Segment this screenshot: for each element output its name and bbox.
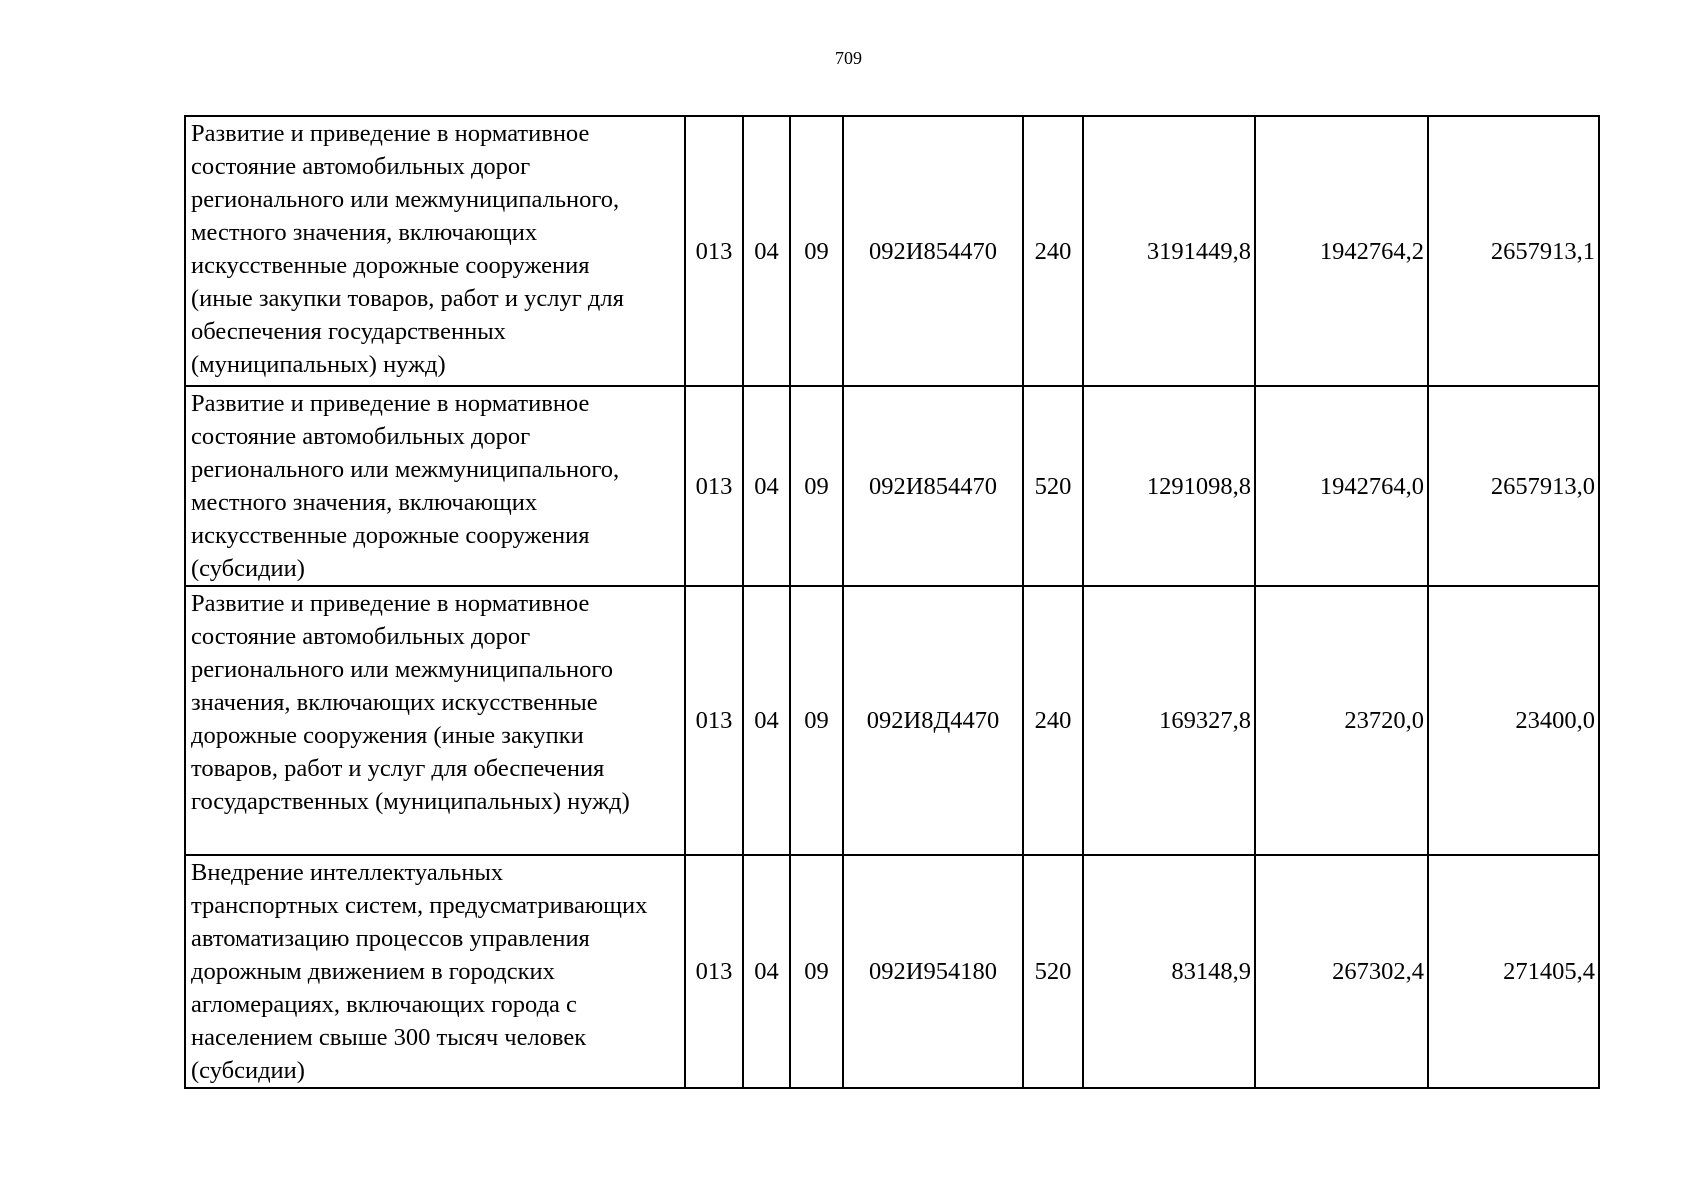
target-article-code: 092И954180 xyxy=(843,855,1023,1088)
target-article-code: 092И854470 xyxy=(843,116,1023,386)
ministry-code: 013 xyxy=(685,116,743,386)
row-description xyxy=(185,855,685,1088)
section-code: 04 xyxy=(743,586,790,855)
amount-1: 1291098,8 xyxy=(1083,386,1255,586)
description-line: Развитие и приведение в нормативное xyxy=(191,120,590,147)
amount-3: 23400,0 xyxy=(1428,586,1599,855)
description-line: автоматизацию процессов управления xyxy=(191,925,590,952)
description-line: населением свыше 300 тысяч человек xyxy=(191,1024,587,1051)
amount-1: 169327,8 xyxy=(1083,586,1255,855)
target-article-code: 092И8Д4470 xyxy=(843,586,1023,855)
description-line: регионального или межмуниципального, xyxy=(191,186,620,213)
description-line: Внедрение интеллектуальных xyxy=(191,859,504,886)
description-line: регионального или межмуниципального, xyxy=(191,456,620,483)
expense-type-code: 240 xyxy=(1023,116,1083,386)
ministry-code: 013 xyxy=(685,386,743,586)
table-row xyxy=(185,116,1599,386)
amount-1: 83148,9 xyxy=(1083,855,1255,1088)
amount-2: 1942764,0 xyxy=(1255,386,1428,586)
row-description xyxy=(185,116,685,386)
expense-type-code: 240 xyxy=(1023,586,1083,855)
description-line: обеспечения государственных xyxy=(191,318,506,345)
table-row xyxy=(185,855,1599,1088)
expense-type-code: 520 xyxy=(1023,855,1083,1088)
description-line: искусственные дорожные сооружения xyxy=(191,252,590,279)
subsection-code: 09 xyxy=(790,586,843,855)
description-line: товаров, работ и услуг для обеспечения xyxy=(191,755,605,782)
amount-3: 271405,4 xyxy=(1428,855,1599,1088)
description-line: (иные закупки товаров, работ и услуг для xyxy=(191,285,624,312)
description-line: (субсидии) xyxy=(191,555,305,582)
amount-2: 1942764,2 xyxy=(1255,116,1428,386)
amount-1: 3191449,8 xyxy=(1083,116,1255,386)
subsection-code: 09 xyxy=(790,855,843,1088)
description-line: агломерациях, включающих города с xyxy=(191,991,577,1018)
description-line: значения, включающих искусственные xyxy=(191,689,598,716)
page-number: 709 xyxy=(835,48,862,68)
amount-3: 2657913,1 xyxy=(1428,116,1599,386)
row-description xyxy=(185,386,685,586)
section-code: 04 xyxy=(743,855,790,1088)
description-line: Развитие и приведение в нормативное xyxy=(191,590,590,617)
ministry-code: 013 xyxy=(685,586,743,855)
section-code: 04 xyxy=(743,116,790,386)
table-row xyxy=(185,586,1599,855)
description-line: (муниципальных) нужд) xyxy=(191,351,446,378)
description-line: транспортных систем, предусматривающих xyxy=(191,892,648,919)
section-code: 04 xyxy=(743,386,790,586)
expense-type-code: 520 xyxy=(1023,386,1083,586)
description-line: дорожным движением в городских xyxy=(191,958,555,985)
ministry-code: 013 xyxy=(685,855,743,1088)
amount-3: 2657913,0 xyxy=(1428,386,1599,586)
description-line: состояние автомобильных дорог xyxy=(191,623,531,650)
description-line: искусственные дорожные сооружения xyxy=(191,522,590,549)
subsection-code: 09 xyxy=(790,386,843,586)
amount-2: 23720,0 xyxy=(1255,586,1428,855)
description-line: дорожные сооружения (иные закупки xyxy=(191,722,584,749)
description-line: государственных (муниципальных) нужд) xyxy=(191,788,630,815)
description-line: местного значения, включающих xyxy=(191,219,538,246)
description-line: местного значения, включающих xyxy=(191,489,538,516)
target-article-code: 092И854470 xyxy=(843,386,1023,586)
table-row xyxy=(185,386,1599,586)
row-description xyxy=(185,586,685,855)
description-line: регионального или межмуниципального xyxy=(191,656,614,683)
amount-2: 267302,4 xyxy=(1255,855,1428,1088)
subsection-code: 09 xyxy=(790,116,843,386)
description-line: состояние автомобильных дорог xyxy=(191,153,531,180)
budget-table xyxy=(184,115,1600,1089)
description-line: (субсидии) xyxy=(191,1057,305,1084)
description-line: Развитие и приведение в нормативное xyxy=(191,390,590,417)
description-line: состояние автомобильных дорог xyxy=(191,423,531,450)
